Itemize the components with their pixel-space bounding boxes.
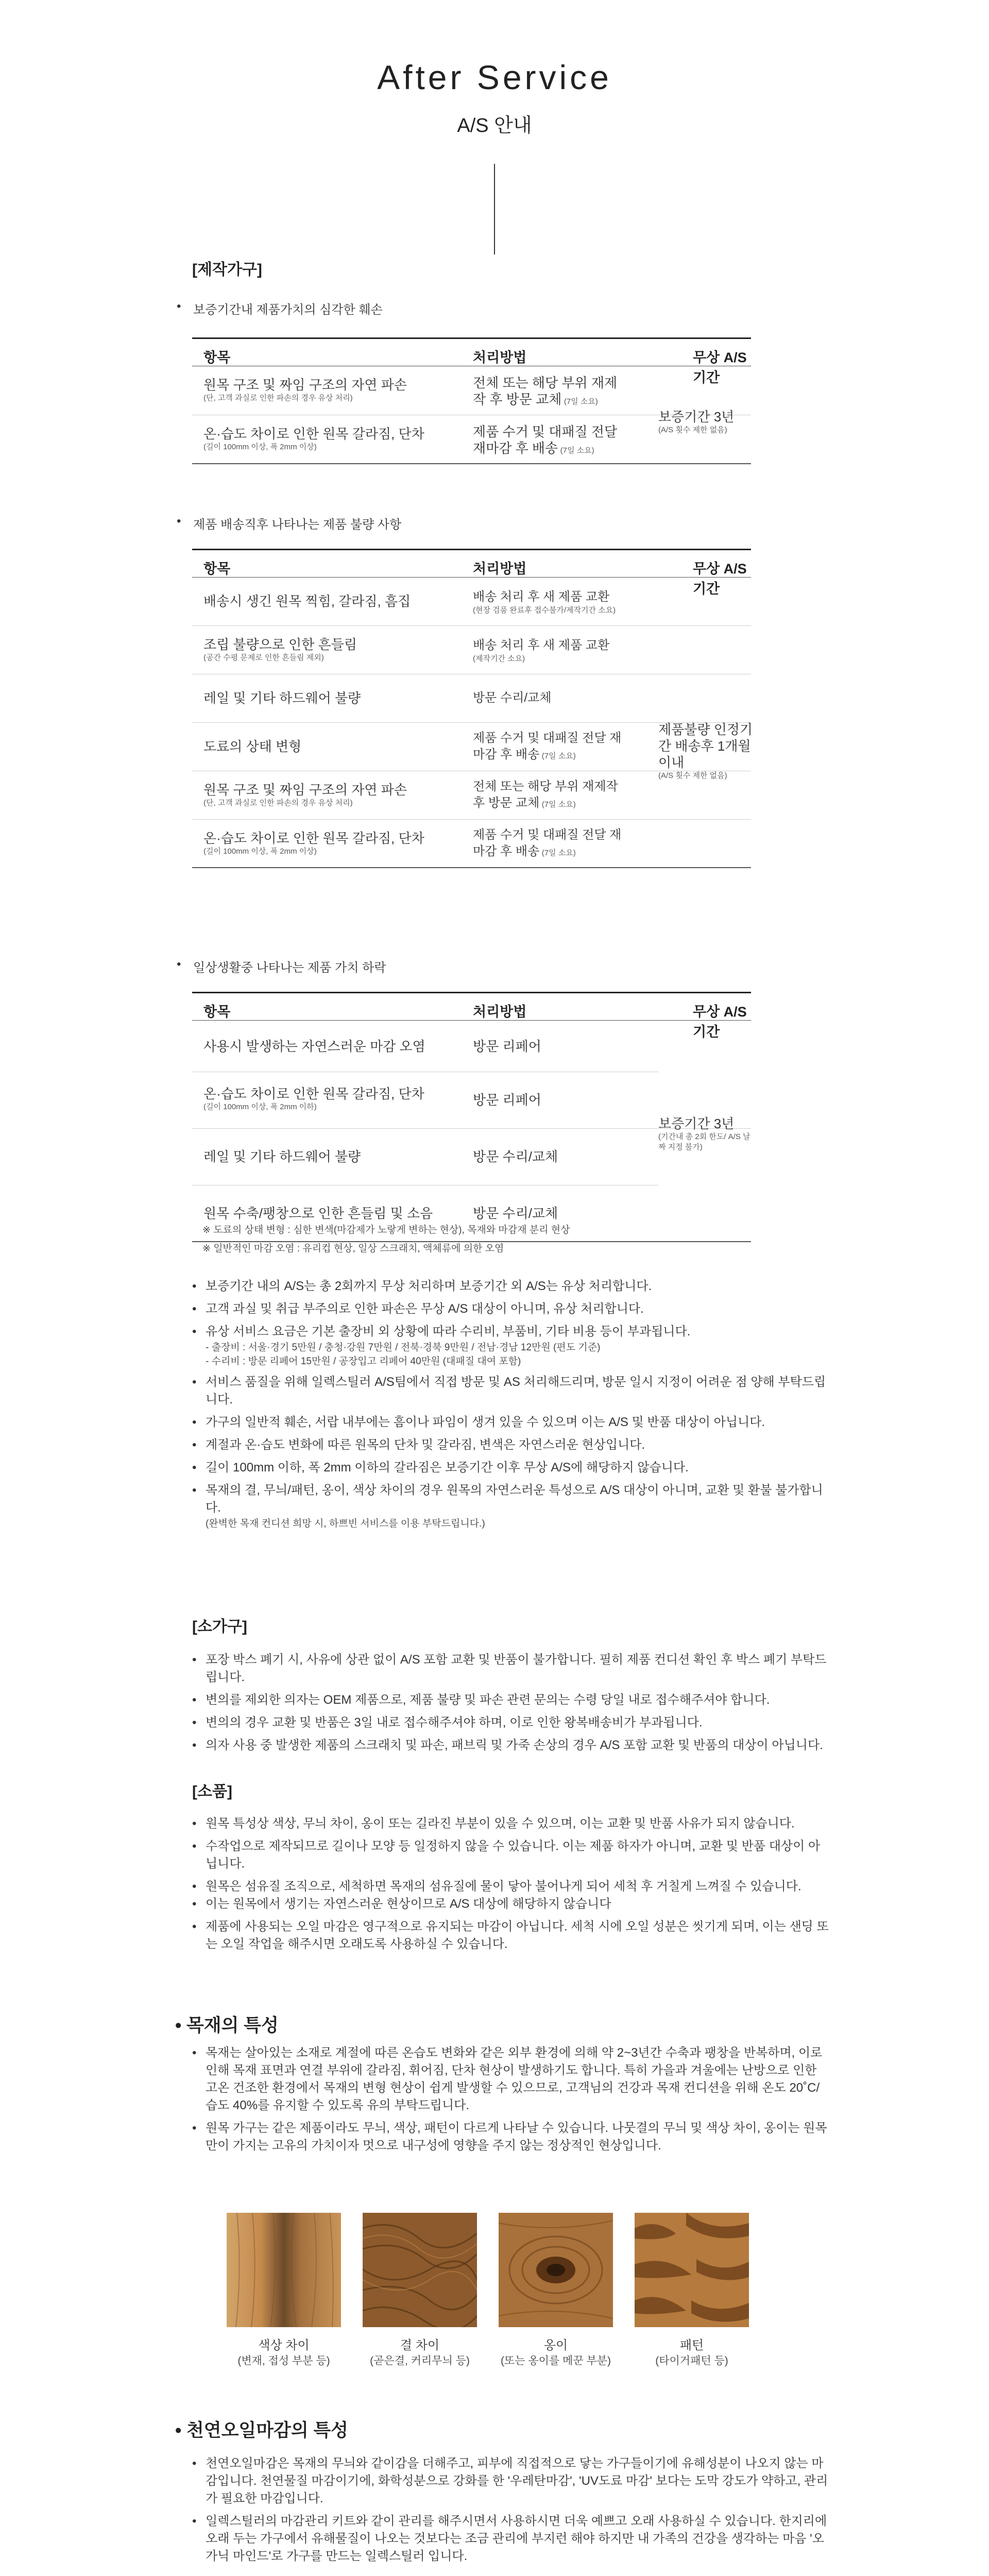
small-furniture-list [192, 1651, 831, 1759]
row-method: 방문 수리/교체 [473, 1149, 558, 1164]
policy-list [192, 1278, 831, 1536]
col-period: 무상 A/S 기간 [693, 561, 747, 597]
col-item: 항목 [203, 1004, 231, 1020]
list-item: • 길이 100mm 이하, 폭 2mm 이하의 갈라짐은 보증기간 이후 무상 A/S에 해당하지 않습니다. [192, 1459, 831, 1477]
row-item-note: (길이 100mm 이상, 폭 2mm 이하) [203, 1103, 317, 1111]
list-item: • 계절과 온·습도 변화에 따른 원목의 단차 및 갈라짐, 변색은 자연스러운 현상입니다. [192, 1436, 831, 1454]
as-table-1 [192, 337, 751, 464]
list-item: • 원목은 섬유질 조직으로, 세척하면 목재의 섬유질에 물이 닿아 불어나게 되어 세척 후 거칠게 느껴질 수 있습니다. [192, 1878, 831, 1895]
list-item: • 서비스 품질을 위해 일렉스틸러 A/S팀에서 직접 방문 및 AS 처리해드리며, 방문 일시 지정이 어려운 점 양해 부탁드립니다. [192, 1374, 831, 1409]
row-method-note: (현장 검품 완료후 접수불가/제작기간 소요) [473, 606, 616, 615]
period-value: 보증기간 3년 [658, 409, 735, 425]
list-item: • 가구의 일반적 훼손, 서랍 내부에는 흠이나 파임이 생겨 있을 수 있으며 이는 A/S 및 반품 대상이 아닙니다. [192, 1414, 831, 1431]
section-heading-small-furniture: [소가구] [192, 1618, 247, 1635]
row-method-note: (7일 소요) [560, 446, 594, 455]
wood-sample-grain-label: 결 차이 (곧은결, 커리무늬 등) [370, 2338, 470, 2367]
props-list [192, 1815, 831, 1958]
period-value: 보증기간 3년 [658, 1116, 735, 1131]
section-heading-props: [소품] [192, 1783, 232, 1800]
row-item: 온·습도 차이로 인한 원목 갈라짐, 단차 [203, 1086, 424, 1101]
oil-list [192, 2455, 831, 2570]
row-item: 원목 수축/팽창으로 인한 흔들림 및 소음 [203, 1206, 433, 1221]
row-method: 배송 처리 후 새 제품 교환 [473, 590, 610, 604]
note-line: ※ 일반적인 마감 오염 : 유리컵 현상, 일상 스크래치, 액체류에 의한 오염 [202, 1243, 504, 1254]
group-label-3: • 일상생활중 나타나는 제품 가치 하락 [177, 957, 815, 975]
section-heading-furniture: [제작가구] [192, 261, 262, 278]
list-item: • 의자 사용 중 발생한 제품의 스크래치 및 파손, 패브릭 및 가죽 손상의 경우 A/S 포함 교환 및 반품의 대상이 아닙니다. [192, 1737, 831, 1754]
row-method-note: (7일 소요) [541, 752, 576, 760]
row-item-note: (길이 100mm 이상, 폭 2mm 이상) [203, 847, 317, 856]
group-label-1: • 보증기간내 제품가치의 심각한 훼손 [177, 299, 815, 317]
list-item: • 제품에 사용되는 오일 마감은 영구적으로 유지되는 마감이 아닙니다. 세척 시에 오일 성분은 씻기게 되며, 이는 샌딩 또는 오일 작업을 해주시면 오래도록 사용하실 수 있습니다. [192, 1918, 831, 1953]
row-method: 전체 또는 해당 부위 재제작 후 방문 교체 [473, 779, 618, 810]
col-method: 처리방법 [473, 561, 527, 577]
list-item: • 변의를 제외한 의자는 OEM 제품으로, 제품 불량 및 파손 관련 문의는 수령 당일 내로 접수해주셔야 합니다. [192, 1691, 831, 1709]
row-item: 원목 구조 및 짜임 구조의 자연 파손 [203, 377, 407, 393]
wood-list [192, 2044, 831, 2160]
table-row [192, 578, 751, 626]
list-item: • 일렉스틸러의 마감관리 키트와 같이 관리를 해주시면서 사용하시면 더욱 예쁘고 오래 사용하실 수 있습니다. 한지리에 오래 두는 가구에서 유해물질이 나오는 것보다는 조금 관리에 부지런 해야 하지만 내 가족의 건강을 생각하는 마음 '오가닉 마인드'로 가구를 만드는 일렉스틸러 입니다. [192, 2513, 831, 2565]
as-table-3 [192, 992, 751, 1242]
page-title: After Service [377, 58, 612, 96]
row-item-note: (공간 수평 문제로 인한 흔들림 제외) [203, 653, 324, 662]
row-item: 사용시 발생하는 자연스러운 마감 오염 [203, 1039, 425, 1054]
row-method-note: (제작기간 소요) [473, 654, 525, 663]
table-row [192, 626, 751, 674]
wood-sample-pattern-label: 패턴 (타이거패턴 등) [655, 2338, 728, 2367]
wood-sample-knot-image [499, 2213, 613, 2327]
list-item: • 보증기간 내의 A/S는 총 2회까지 무상 처리하며 보증기간 외 A/S는 유상 처리합니다. [192, 1278, 831, 1295]
col-item: 항목 [203, 561, 231, 577]
table-header [192, 992, 751, 1040]
table-row [192, 1021, 658, 1072]
col-period: 무상 A/S 기간 [693, 350, 747, 385]
row-method: 배송 처리 후 새 제품 교환 [473, 638, 610, 652]
section-heading-oil: • 천연오일마감의 특성 [175, 2420, 348, 2441]
row-item: 배송시 생긴 원목 찍힘, 갈라짐, 흠집 [203, 594, 411, 609]
list-item: • 고객 과실 및 취급 부주의로 인한 파손은 무상 A/S 대상이 아니며, 유상 처리합니다. [192, 1300, 831, 1318]
list-item: • 변의의 경우 교환 및 반품은 3일 내로 접수해주셔야 하며, 이로 인한 왕복배송비가 부과됩니다. [192, 1714, 831, 1732]
row-item: 조립 불량으로 인한 흔들림 [203, 637, 357, 652]
row-item: 레일 및 기타 하드웨어 불량 [203, 690, 361, 706]
row-item: 온·습도 차이로 인한 원목 갈라짐, 단차 [203, 831, 424, 846]
wood-sample-color-label: 색상 차이 (변재, 접성 부분 등) [237, 2338, 330, 2367]
divider-vertical [494, 164, 495, 255]
row-method: 방문 수리/교체 [473, 691, 552, 705]
list-item: • 목재는 살아있는 소재로 계절에 따른 온습도 변화와 같은 외부 환경에 의해 약 2~3년간 수축과 팽창을 반복하며, 이로 인해 목재 표면과 연결 부위에 갈라짐, 휘어짐, 단차 현상이 발생하기도 합니다. 특히 가을과 겨울에는 난방으로 인한 고온 건조한 환경에서 목재의 변형 현상이 쉽게 발생할 수 있으므로, 고객님의 건강과 목재 컨디션을 위해 온도 20˚C/습도 40%를 유지할 수 있도록 유의 부탁드립니다. [192, 2044, 831, 2114]
wood-sample-grain-image [363, 2213, 477, 2327]
list-item: • 유상 서비스 요금은 기본 출장비 외 상황에 따라 수리비, 부품비, 기타 비용 등이 부과됩니다. - 출장비 : 서울·경기 5만원 / 충청·강원 7만원 / 전북·경북 9만원 / 전남·경남 12만원 (편도 기준) - 수리비 : 방문 리페어 15만원 / 공장입고 리페어 40만원 (대패질 대여 포함) [192, 1323, 831, 1368]
col-method: 처리방법 [473, 1004, 527, 1020]
group-label-2: • 제품 배송직후 나타나는 제품 불량 사항 [177, 514, 815, 532]
row-method: 방문 리페어 [473, 1092, 541, 1108]
row-method: 방문 리페어 [473, 1039, 541, 1054]
row-method-note: (7일 소요) [541, 800, 576, 809]
list-item: • 수작업으로 제작되므로 길이나 모양 등 일정하지 않을 수 있습니다. 이는 제품 하자가 아니며, 교환 및 반품 대상이 아닙니다. [192, 1838, 831, 1873]
period-note: (기간내 총 2회 한도/ A/S 날짜 지정 불가) [658, 1132, 751, 1151]
wood-sample-pattern-image [635, 2213, 749, 2327]
table-row [192, 1129, 658, 1185]
list-item: • 천연오일마감은 목재의 무늬와 같이감을 더해주고, 피부에 직접적으로 닿는 가구들이기에 유해성분이 나오지 않는 마감입니다. 천연물질 마감이기에, 화학성분으로 강화를 한 '우레탄마감', 'UV도료 마감' 보다는 도막 강도가 약하고, 관리가 필요한 마감입니다. [192, 2455, 831, 2507]
row-item: 레일 및 기타 하드웨어 불량 [203, 1149, 361, 1164]
row-method: 제품 수거 및 대패질 전달 재마감 후 배송 [473, 424, 618, 456]
table-row [192, 674, 751, 723]
wood-sample-color-image [227, 2213, 341, 2327]
row-method-note: (7일 소요) [541, 849, 576, 857]
period-value: 제품불량 인정기간 배송후 1개월 이내 [658, 722, 753, 770]
table-row [192, 366, 751, 415]
row-item-note: (길이 100mm 이상, 폭 2mm 이상) [203, 443, 317, 451]
row-item: 온·습도 차이로 인한 원목 갈라짐, 단차 [203, 426, 424, 442]
list-item: • 포장 박스 폐기 시, 사유에 상관 없이 A/S 포함 교환 및 반품이 불가합니다. 필히 제품 컨디션 확인 후 박스 폐기 부탁드립니다. [192, 1651, 831, 1686]
row-method: 제품 수거 및 대패질 전달 재마감 후 배송 [473, 828, 622, 858]
list-item: • 이는 원목에서 생기는 자연스러운 현상이므로 A/S 대상에 해당하지 않습니다 [192, 1895, 831, 1913]
wood-sample-knot-label: 옹이 (또는 옹이를 메꾼 부분) [500, 2338, 611, 2367]
row-item: 원목 구조 및 짜임 구조의 자연 파손 [203, 782, 407, 798]
row-method: 전체 또는 해당 부위 재제작 후 방문 교체 [473, 375, 618, 407]
page-subtitle: A/S 안내 [457, 115, 532, 137]
col-period: 무상 A/S 기간 [693, 1004, 747, 1040]
row-method: 제품 수거 및 대패질 전달 재마감 후 배송 [473, 731, 622, 761]
as-table-2 [192, 549, 751, 868]
row-item-note: (단, 고객 과실로 인한 파손의 경우 유상 처리) [203, 394, 353, 402]
list-item: • 원목 가구는 같은 제품이라도 무늬, 색상, 패턴이 다르게 나타날 수 있습니다. 나뭇결의 무늬 및 색상 차이, 옹이는 원목만이 가지는 고유의 가치이자 멋으로 내구성에 영향을 주지 않는 정상적인 현상입니다. [192, 2120, 831, 2155]
row-item-note: (단, 고객 과실로 인한 파손의 경우 유상 처리) [203, 799, 353, 807]
col-item: 항목 [203, 350, 231, 365]
row-method-note: (7일 소요) [564, 397, 598, 406]
col-method: 처리방법 [473, 350, 527, 365]
list-item: • 원목 특성상 색상, 무늬 차이, 옹이 또는 길라진 부분이 있을 수 있으며, 이는 교환 및 반품 사유가 되지 않습니다. [192, 1815, 831, 1833]
list-item: • 목재의 결, 무늬/패턴, 옹이, 색상 차이의 경우 원목의 자연스러운 특성으로 A/S 대상이 아니며, 교환 및 환불 불가합니다. (완벽한 목재 컨디션 희망 시, 하쁘빈 서비스를 이용 부탁드립니다.) [192, 1482, 831, 1531]
note-line: ※ 도료의 상태 변형 : 심한 변색(마감제가 노랗게 변하는 현상), 목재와 마감재 분리 현상 [202, 1225, 570, 1235]
period-note: (A/S 횟수 제한 없음) [658, 771, 727, 780]
row-item: 도료의 상태 변형 [203, 739, 302, 754]
section-heading-wood: • 목재의 특성 [175, 2015, 279, 2036]
table-row [192, 820, 751, 868]
row-method: 방문 수리/교체 [473, 1206, 558, 1221]
period-note: (A/S 횟수 제한 없음) [658, 426, 727, 434]
